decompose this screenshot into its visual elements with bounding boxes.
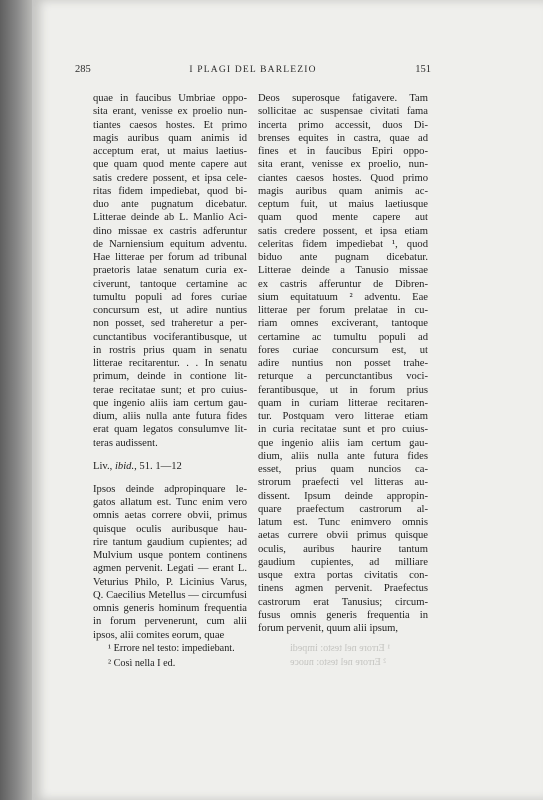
- barlezio-text-paragraph: [258, 92, 428, 635]
- text-line: concursum est, ut adire nuntius: [93, 305, 247, 316]
- text-line: dium, aliis nulla ante futura fides: [258, 450, 428, 462]
- text-line: Deos superosque fatigavere. Tam: [258, 93, 428, 104]
- text-line: magis auribus quam animis id: [93, 132, 247, 144]
- page-number-left: 285: [75, 64, 91, 75]
- text-line: Litterae deinde a Tanusio missae: [258, 265, 428, 277]
- text-line: litterae per forum prelatae in cu-: [258, 305, 428, 316]
- text-line: tur. Postquam vero litterae etiam: [258, 411, 428, 422]
- text-line: Litterae deinde ab L. Manlio Aci-: [93, 212, 247, 224]
- text-line: brenses equites in castra, quae ad: [258, 132, 428, 144]
- text-line: erat quam legatos consulumve lit-: [93, 424, 247, 436]
- text-line: que ingenio aliis iam certum gau-: [258, 437, 428, 449]
- text-line: quisque oculis auribusque hau-: [93, 523, 247, 535]
- text-line: tumultu populi ad fores curiae: [93, 291, 247, 303]
- text-line: tiantes caesos hostes. Et primo: [93, 119, 247, 131]
- latin-source-paragraph: [93, 92, 247, 450]
- text-line: returque a percunctantibus voci-: [258, 371, 428, 383]
- text-line: Hae litterae per forum ad tribunal: [93, 252, 247, 263]
- text-line: sita erant, venisse ex proelio nun-: [93, 106, 247, 118]
- footnote-1: ¹ Errore nel testo: impediebant.: [108, 643, 235, 654]
- text-line: sium equitatuum ² adventu. Eae: [258, 291, 428, 303]
- text-line: ceptum fuit, ut maius laetiusque: [258, 199, 428, 210]
- text-line: fines et in faucibus Epiri oppo-: [258, 146, 428, 157]
- text-line: quam in curiam litterae recitaren-: [258, 397, 428, 409]
- text-line: Veturius Philo, P. Licinius Varus,: [93, 576, 247, 588]
- text-line: satis credere possent, et ipsa etiam: [258, 225, 428, 237]
- text-line: que quam quod mente capere aut: [93, 159, 247, 171]
- text-line: in curia recitatae sunt et pro cuius-: [258, 424, 428, 436]
- text-line: praetoris latae senatum curia ex-: [93, 265, 247, 277]
- text-line: tinens agmen pervenit. Praefectus: [258, 583, 428, 595]
- text-line: in rostris prius quam in senatu: [93, 344, 247, 356]
- text-line: gaudium cupientes, ad milliare: [258, 556, 428, 568]
- text-line: Q. Caecilius Metellus — circumfusi: [93, 589, 247, 601]
- text-line: oculis, auribus haurire tantum: [258, 543, 428, 555]
- text-line: quare praefectum castrorum al-: [258, 503, 428, 515]
- text-line: dium, aliis nulla ante futura fides: [93, 411, 247, 422]
- text-line: castrorum erat Tanusius; circum-: [258, 596, 428, 608]
- text-line: ciantes caesos hostes. Quod primo: [258, 172, 428, 184]
- text-line: primum, deinde in contione lit-: [93, 371, 247, 383]
- text-line: adire nuntius non posset trahe-: [258, 358, 428, 369]
- latin-source-paragraph-2: [93, 483, 247, 642]
- text-line: sita erant, venisse ex proelio, nun-: [258, 159, 428, 171]
- text-line: que ingenio aliis iam certum gau-: [93, 397, 247, 409]
- text-line: sollicitae ac suspensae civitati fama: [258, 106, 428, 118]
- text-line: terae recitatae sunt; et pro cuius-: [93, 384, 247, 396]
- text-line: non posset, sed traheretur a per-: [93, 318, 247, 330]
- left-column: [93, 92, 247, 642]
- text-line: latum est. Tunc enimvero omnis: [258, 517, 428, 528]
- text-line: in forum pervenerunt, cum alii: [93, 616, 247, 628]
- text-line: strorum praefecti vel litteras au-: [258, 477, 428, 489]
- text-line: Ipsos deinde adpropinquare le-: [93, 483, 247, 495]
- citation-pages: 51. 1—12: [139, 460, 182, 472]
- text-line: de Narniensium equitum adventu.: [93, 238, 247, 250]
- text-line: ex castris afferuntur de Dibren-: [258, 278, 428, 290]
- text-line: agmen pervenit. Legati — erant L.: [93, 563, 247, 575]
- text-line: satis credere possent, et ipsa cele-: [93, 172, 247, 184]
- right-column: [258, 92, 428, 635]
- text-line: riam omnes exciverant, tantoque: [258, 318, 428, 330]
- text-line: quae in faucibus Umbriae oppo-: [93, 93, 247, 104]
- text-line: esset, prius quam nuncios ca-: [258, 464, 428, 475]
- text-line: cunctantibus vociferantibusque, ut: [93, 331, 247, 343]
- book-gutter: [0, 0, 32, 800]
- text-line: fores curiae concursum est, ut: [258, 344, 428, 356]
- text-line: dino missae ex castris adferuntur: [93, 225, 247, 237]
- text-line: celeritas fidem impediebat ¹, quod: [258, 238, 428, 250]
- text-line: certamine ac tumultu populi ad: [258, 331, 428, 343]
- text-line: biduo ante pugnam dicebatur.: [258, 252, 428, 263]
- text-line: gatos allatum est. Tunc enim vero: [93, 497, 247, 508]
- text-line: ipsos, alii comites eorum, quae: [93, 629, 225, 641]
- text-line: ferantibusque, ut in forum prius: [258, 384, 428, 396]
- text-line: civerunt, tantoque certamine ac: [93, 278, 247, 290]
- show-through-text: ¹ Errore nel testo: impedi: [290, 643, 391, 654]
- text-line: dissent. Ipsum deinde appropin-: [258, 490, 428, 502]
- text-line: quam quod mente capere aut: [258, 212, 428, 224]
- citation-ref: ibid.,: [114, 460, 137, 472]
- running-header: [75, 64, 431, 80]
- text-line: omnis aetas correre obvii, primus: [93, 510, 247, 522]
- text-line: teras audissent.: [93, 437, 158, 449]
- citation: [93, 460, 247, 474]
- text-line: forum pervenit, quum alii ipsum,: [258, 623, 399, 634]
- text-line: ritas fidem impediebat, quod bi-: [93, 185, 247, 197]
- text-line: aetas currere obvii primus quisque: [258, 530, 428, 542]
- running-title: I PLAGI DEL BARLEZIO: [189, 65, 317, 75]
- text-line: rire tantum gaudium cupientes; ad: [93, 536, 247, 548]
- text-line: usque extra portas civitatis con-: [258, 570, 428, 581]
- text-line: duo ante pugnatum dicebatur.: [93, 199, 247, 210]
- text-line: incerta primo accessit, duos Di-: [258, 119, 428, 131]
- text-line: magis auribus quam animis ac-: [258, 185, 428, 197]
- show-through-text: ² Errore nel testo: nuoce: [290, 657, 387, 668]
- text-line: fusus omnis generis frequentia in: [258, 609, 428, 621]
- text-line: Mulvium usque pontem continens: [93, 550, 247, 561]
- text-line: acceptum erat, ut maius laetius-: [93, 146, 247, 157]
- page-number-right: 151: [415, 64, 431, 75]
- text-line: litterae recitarentur. . . In senatu: [93, 358, 247, 369]
- text-line: omnis generis hominum frequentia: [93, 603, 247, 614]
- footnote-2: ² Così nella I ed.: [108, 658, 176, 669]
- citation-author: Liv.,: [93, 460, 113, 472]
